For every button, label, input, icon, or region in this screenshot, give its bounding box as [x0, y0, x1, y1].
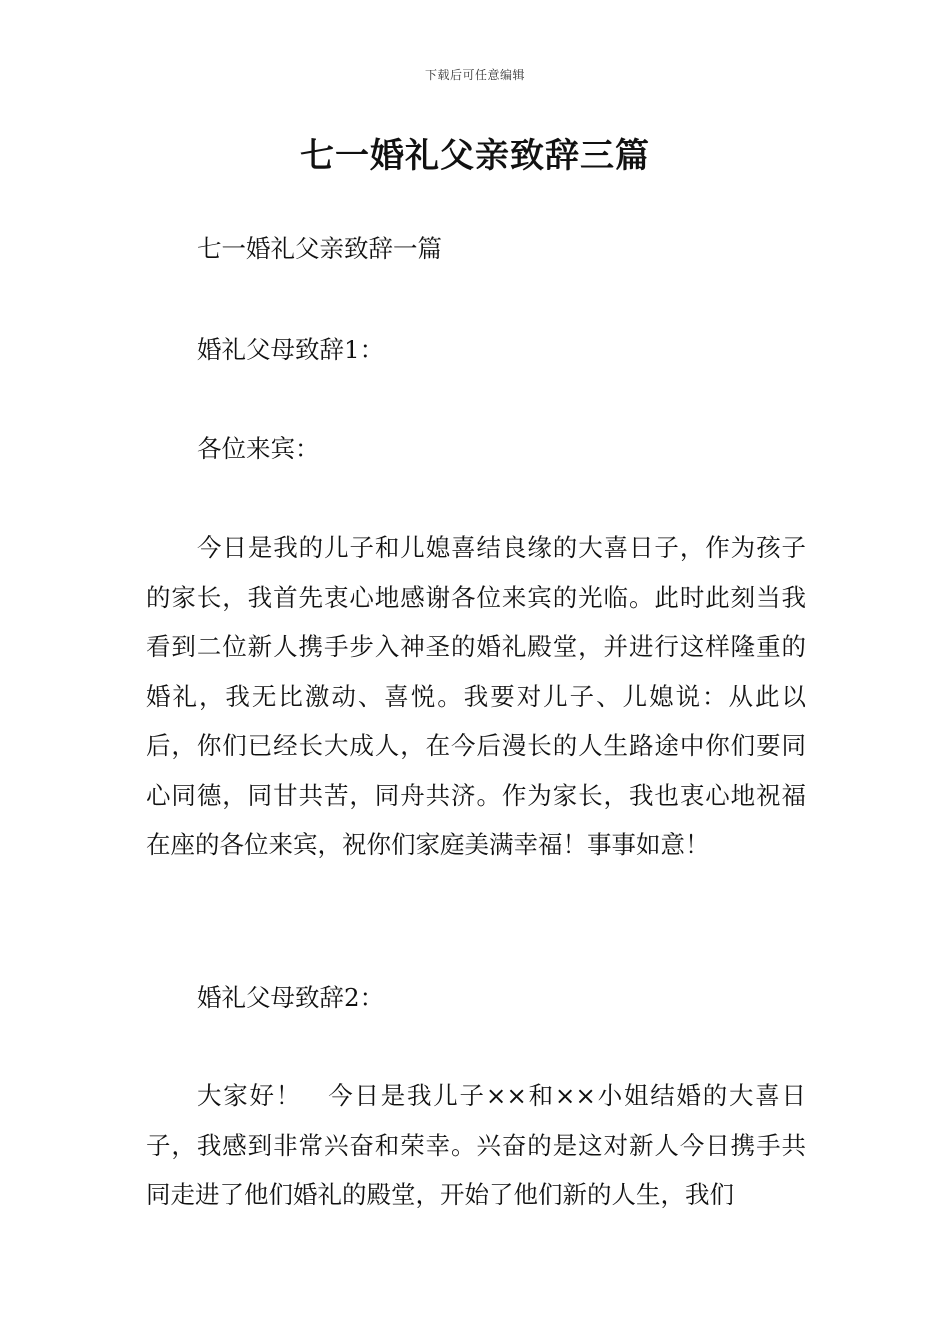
paragraph-label-1: 婚礼父母致辞1： [197, 335, 385, 364]
salutation: 各位来宾： [197, 434, 320, 463]
header-note: 下载后可任意编辑 [424, 68, 525, 82]
body-paragraph-1: 今日是我的儿子和儿媳喜结良缘的大喜日子，作为孩子的家长，我首先衷心地感谢各位来宾的光临。此时此刻当我看到二位新人携手步入神圣的婚礼殿堂，并进行这样隆重的婚礼，我无比激动、喜悦。我要对儿子、儿媳说：从此以后，你们已经长大成人，在今后漫长的人生路途中你们要同心同德，同甘共苦，同舟共济。作为家长，我也衷心地祝福在座的各位来宾，祝你们家庭美满幸福！事事如意！ [146, 533, 806, 859]
document-title: 七一婚礼父亲致辞三篇 [300, 136, 650, 176]
paragraph-label-2: 婚礼父母致辞2： [197, 983, 385, 1012]
section-heading: 七一婚礼父亲致辞一篇 [197, 234, 442, 263]
body-paragraph-2: 大家好！ 今日是我儿子××和××小姐结婚的大喜日子，我感到非常兴奋和荣幸。兴奋的是这对新人今日携手共同走进了他们婚礼的殿堂，开始了他们新的人生，我们 [146, 1081, 806, 1209]
